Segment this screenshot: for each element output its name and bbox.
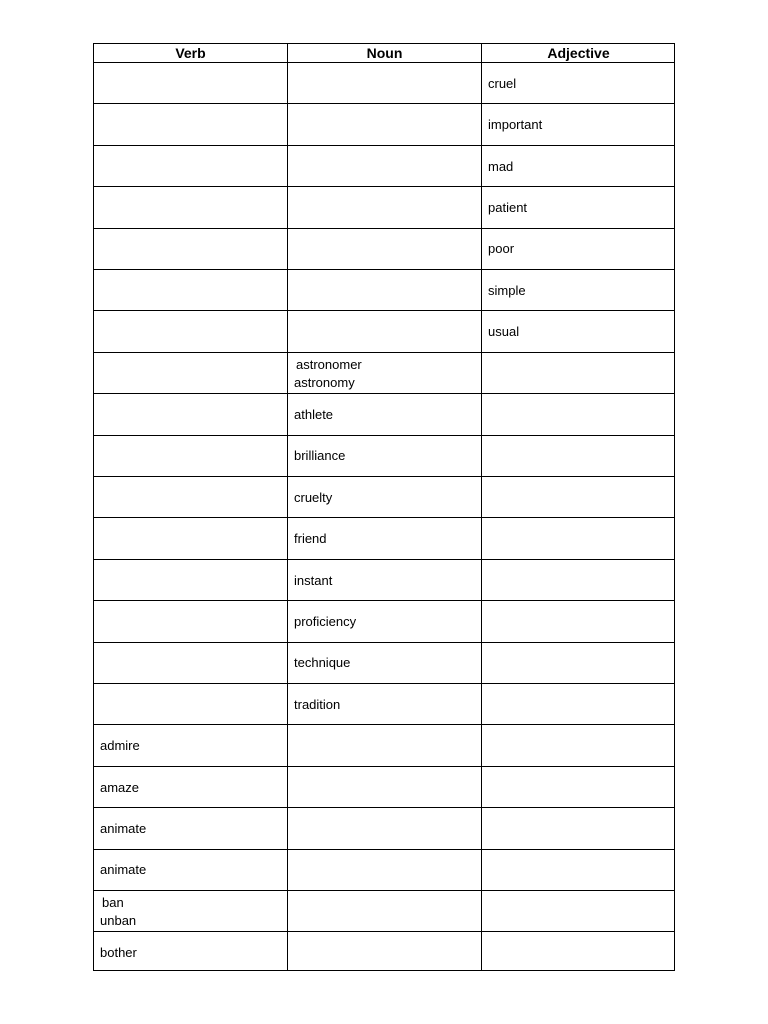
word-forms-table xyxy=(93,43,675,971)
cell-text: ban xyxy=(102,895,124,910)
cell-text: patient xyxy=(488,200,528,215)
table-cell-adjective xyxy=(488,158,513,176)
table-cell-noun xyxy=(294,530,327,548)
row-divider xyxy=(94,807,674,808)
cell-text: athlete xyxy=(294,407,334,422)
cell-text: unban xyxy=(100,913,137,928)
table-cell-verb xyxy=(100,894,136,930)
row-divider xyxy=(94,517,674,518)
row-divider xyxy=(94,559,674,560)
row-divider xyxy=(94,269,674,270)
row-divider xyxy=(94,435,674,436)
row-divider xyxy=(94,600,674,601)
table-cell-adjective xyxy=(488,75,516,93)
table-cell-verb xyxy=(100,944,137,962)
table-cell-adjective xyxy=(488,116,542,134)
cell-text: technique xyxy=(294,655,351,670)
row-divider xyxy=(94,186,674,187)
row-divider xyxy=(94,145,674,146)
row-divider xyxy=(94,103,674,104)
row-divider xyxy=(94,766,674,767)
table-cell-adjective xyxy=(488,282,526,300)
cell-text: cruelty xyxy=(294,490,333,505)
cell-text: animate xyxy=(100,862,147,877)
cell-text: brilliance xyxy=(294,448,346,463)
header-adjective: Adjective xyxy=(547,45,610,61)
table-cell-noun xyxy=(294,406,333,424)
table-cell-noun xyxy=(294,654,350,672)
column-divider xyxy=(287,44,288,970)
cell-text: usual xyxy=(488,324,520,339)
cell-text: tradition xyxy=(294,697,341,712)
cell-text: astronomer xyxy=(296,357,362,372)
row-divider xyxy=(94,683,674,684)
column-divider xyxy=(481,44,482,970)
table-cell-verb xyxy=(100,779,139,797)
header-noun: Noun xyxy=(366,45,403,61)
table-cell-adjective xyxy=(488,240,514,258)
row-divider xyxy=(94,849,674,850)
cell-text: proficiency xyxy=(294,614,357,629)
cell-text: instant xyxy=(294,573,333,588)
cell-text: bother xyxy=(100,945,137,960)
row-divider xyxy=(94,890,674,891)
cell-text: important xyxy=(488,117,543,132)
table-cell-noun xyxy=(294,696,340,714)
cell-text: mad xyxy=(488,159,514,174)
cell-text: animate xyxy=(100,821,147,836)
row-divider xyxy=(94,310,674,311)
table-cell-adjective xyxy=(488,199,527,217)
table-cell-noun xyxy=(294,489,332,507)
cell-text: friend xyxy=(294,531,327,546)
cell-text: cruel xyxy=(488,76,517,91)
header-verb: Verb xyxy=(175,45,206,61)
cell-text: astronomy xyxy=(294,375,355,390)
table-cell-noun xyxy=(294,356,362,392)
row-divider xyxy=(94,476,674,477)
row-divider xyxy=(94,724,674,725)
table-cell-verb xyxy=(100,861,146,879)
row-divider xyxy=(94,228,674,229)
table-cell-verb xyxy=(100,737,140,755)
table-cell-noun xyxy=(294,613,356,631)
table-cell-noun xyxy=(294,447,345,465)
row-divider xyxy=(94,642,674,643)
table-cell-verb xyxy=(100,820,146,838)
cell-text: admire xyxy=(100,738,140,753)
cell-text: simple xyxy=(488,283,526,298)
row-divider xyxy=(94,393,674,394)
cell-text: poor xyxy=(488,241,515,256)
cell-text: amaze xyxy=(100,780,140,795)
row-divider xyxy=(94,352,674,353)
table-cell-adjective xyxy=(488,323,519,341)
row-divider xyxy=(94,931,674,932)
table-cell-noun xyxy=(294,572,332,590)
header-divider xyxy=(94,62,674,63)
